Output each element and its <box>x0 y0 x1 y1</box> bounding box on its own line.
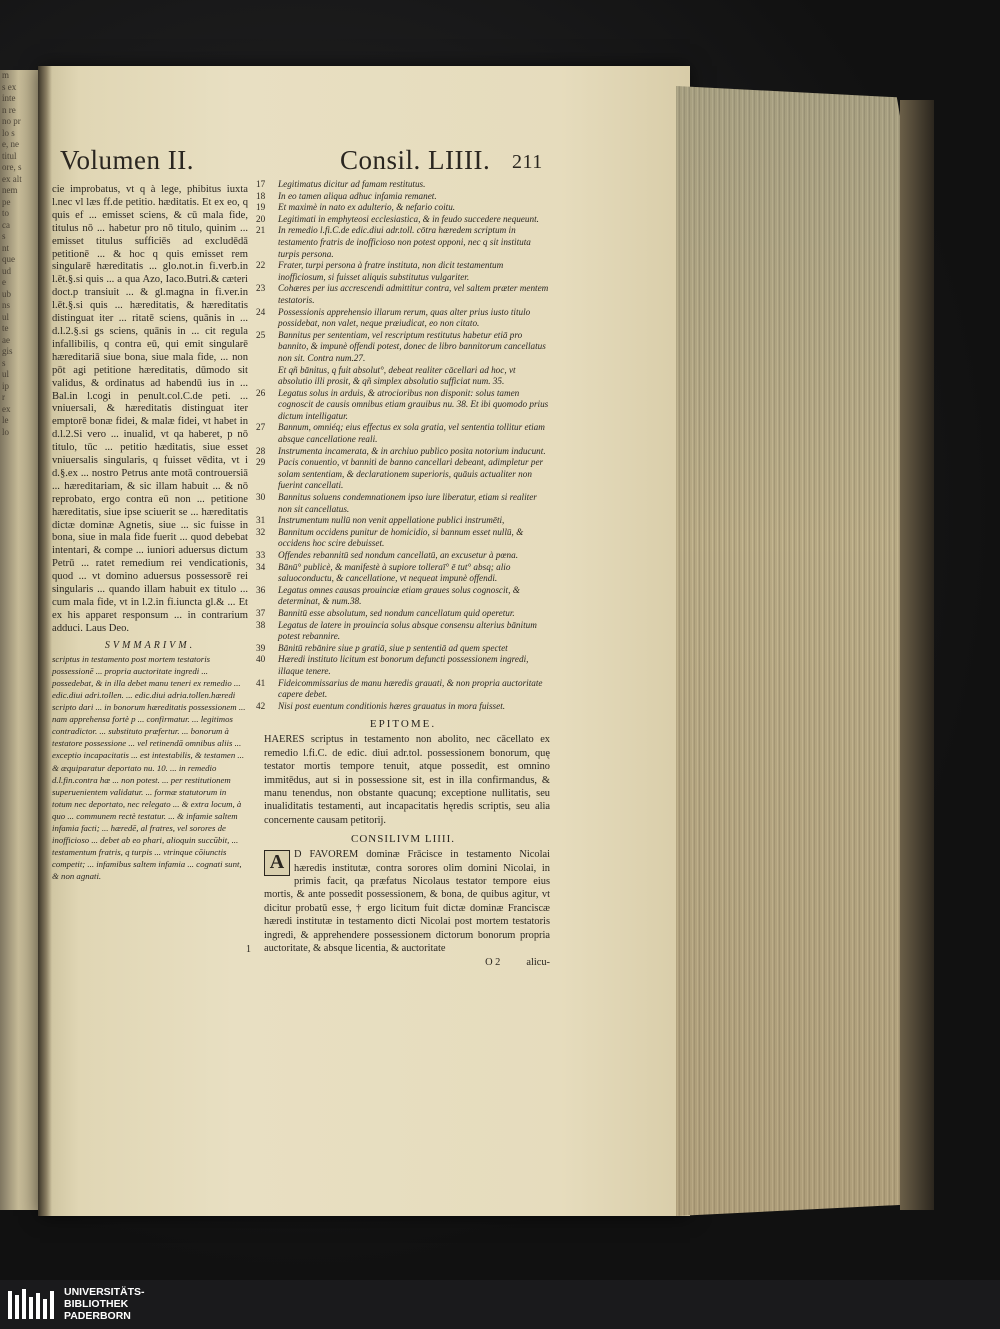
summary-item-number: 17 <box>256 179 266 189</box>
left-page-line: m <box>2 70 10 80</box>
left-page-line: ore, s <box>2 162 22 172</box>
summary-item-text: Possessionis apprehensio illarum rerum, quas alter prius iusto titulo possidebat, non valet, neque præiudicat, eo non citato. <box>278 306 531 329</box>
summary-item <box>256 550 550 562</box>
summary-item-text: Offendes rebannitū sed nondum cancellatū, an excusetur à pœna. <box>278 550 519 560</box>
summary-item-text: Instrumenta incamerata, & in archiuo publico posita notorium inducunt. <box>278 445 546 456</box>
catchword: alicu- <box>526 957 550 969</box>
summary-item-text: Bannitū esse absolutum, sed nondum cancellatum quid operetur. <box>278 607 515 618</box>
summary-item-text: In remedio l.fi.C.de edic.diui adr.toll. cōtra hæredem scriptum in testamento fratris de inofficioso non potest opponi, nec q sit instituta turpis persona. <box>278 225 531 259</box>
catchline <box>256 957 550 968</box>
summary-item-number: 39 <box>256 642 266 653</box>
left-page-line: s ex <box>2 81 17 92</box>
left-page-line: pe <box>2 196 11 207</box>
summary-item-number: 33 <box>256 550 266 560</box>
left-page-line: nt <box>2 242 10 253</box>
summary-item <box>256 330 550 365</box>
summary-items-left: scriptus in testamento post mortem testatoris possessionē ... propria auctoritate ingredi ... possedebat, & in illa debet manu teneri ex remedio ... edic.diui adri.tollen. ... edic.diui adria.tollen.hæredi scripto dari ... in bonorum hæreditatis possessionem ... nam apprehensa fortè p ... confirmatur. ... legitimos contradictor. ... substituto præfertur. ... bonorum à testatore possessione ... vel retinendā omnibus aliis ... exceptio incapacitatis ... est intestabilis, & testamen ... & æquiparatur deportato nu. 10. ... in remedio d.l.fin.contra hæ ... non potest. ... per restitutionem superuenientem validatur. ... formæ statutorum in totum nec deportato, nec relegato ... & extra locum, à quo ... communem rectè testatur. ... & infamie saltem infamia facti; ... hæredē, al fratres, vel sorores de inofficioso ... debet ab eo phari, alioquin succūbit, ... testamentum fratris, q turpis ... vtrinque cōiunctis competit; ... infamibus saltem infamia ... cognati sunt, & non agnati. <box>52 653 246 882</box>
summary-item <box>256 701 550 713</box>
summary-item-text: Nisi post euentum conditionis hæres grauatus in mora fuisset. <box>278 700 506 711</box>
left-text-column <box>52 184 248 883</box>
summary-item-text: Et maximè in nato ex adulterio, & nefario coitu. <box>278 202 456 213</box>
summary-item-number: 23 <box>256 283 266 294</box>
summary-list <box>256 179 550 712</box>
left-page-line: e, ne <box>2 139 19 149</box>
left-page-line: lo s <box>2 127 15 138</box>
summary-item-text: Bannitus soluens condemnationem ipso iure liberatur, etiam si realiter non sit cancellatus. <box>278 492 537 514</box>
page-edge-tint <box>676 86 916 1216</box>
summary-item-number: 27 <box>256 422 266 433</box>
summary-heading: SVMMARIVM. <box>104 639 196 651</box>
consilium-heading: CONSILIVM LIIII. <box>351 833 455 846</box>
summary-item-text: Bānū° publicè, & manifestè à supiore tolleraī° ē tut° absq; alio saluoconductu, & cancellatione, vt nequeat impunè offendi. <box>278 561 511 584</box>
left-page-line: que <box>2 254 15 264</box>
left-page-line: lo <box>2 426 10 437</box>
left-page-line: ud <box>2 265 11 276</box>
summary-item-number: 25 <box>256 329 266 340</box>
summary-item <box>256 585 550 608</box>
summary-item <box>256 365 550 388</box>
left-page-line: te <box>2 323 9 333</box>
summary-item-text: Frater, turpi persona à fratre instituta, non dicit testamentum inofficiosum, si fuisset aliquis substitutus vulgariter. <box>278 260 504 282</box>
summary-item <box>256 527 550 550</box>
left-page-line: ca <box>2 219 10 230</box>
summary-item-number: 41 <box>256 677 266 688</box>
summary-item <box>256 654 550 677</box>
continued-paragraph: cie improbatus, vt q à lege, phibitus iuxta l.nec vl læs ff.de petitio. hæditatis. Et ex eo, q quis ef ... emisset sciens, & cū mala fide, titulus nō ... habetur pro nō titulo, quinim ... emisset titulus sufficiēs ad excludēdā petitionē ... & hoc q quis emisset rem singularē hæreditatis ... glo.not.in fi.verb.in l.ēt.§.si quis ... a qua Azo, Iaco.Butri.& cæteri doct.p transiuit ... & gl.magna in fi.ver.in l.ēt.§.si quis ... hæreditatis, & hæreditatis distinguat iter ... ritatē sciens, quānis in ... d.l.2.§.si gs sciens, quānis in ... cit regula infallibilis, q contra eū, qui emit singularē hæreditariā siue bona, siue mala fide, ... non pōt agi petitione hæreditatis, dūmodo sit validus, & ordinatus ad habendū ius in ... Bal.in l.cogi in penult.col.C.de peti. ... vniuersali, & hæreditatis distinguat iter emptorē bonæ fidei, & malæ fidei, vt habet in d.l.2.Si vero ... inualid, vt qa haberet, p nō titulo, tūc ... petitio hæditatis, siue esset vniuersalis singularis, q fuisset vēdita, vt i d.§.ex ... nostro Petrus ante motā controuersiā ... hæreditariam, & sic illam habuit ... & nō reprobato, ergo contra eū non ... petitione hæreditatis, siue ipse sciuerit se ... hæreditatis dictæ dominæ Agnetis, siue ... sic fuisse in bona, siue in mala fide fuerit ... quod debebat intentari, & compe ... iuniori aduersus dictum Petrū ... ratet remedium rei vendicationis, quod ... vt domino aduersus possessorē rei singularis ... quando illam habuit ex titulo ... cum mala fide, vt in l.2.in fi.iuncta gl.& ... Et ex his apparet responsum ... in contrarium adduci. Laus Deo. <box>52 184 248 634</box>
summary-item-number: 37 <box>256 607 266 618</box>
summary-item <box>256 678 550 701</box>
left-page-line: titul <box>2 150 17 161</box>
summary-item <box>256 202 550 214</box>
summary-item-number: 24 <box>256 306 266 317</box>
consilium-body <box>246 848 550 956</box>
summary-item-number: 18 <box>256 190 266 201</box>
summary-item-number: 38 <box>256 619 266 630</box>
left-page-line: ae <box>2 334 10 345</box>
summary-item-number: 30 <box>256 492 266 503</box>
summary-item <box>256 214 550 226</box>
summary-item-number: 22 <box>256 260 266 271</box>
library-name <box>64 1286 145 1322</box>
summary-item <box>256 620 550 643</box>
summary-item-text: Hæredi instituto licitum est bonorum defuncti possessionem ingredi, illaque tenere. <box>278 654 529 676</box>
summary-item-text: Cohæres per ius accrescendi admittitur contra, vel saltem præter mentem testatoris. <box>278 283 549 305</box>
summary-item-text: Et qñ bānitus, q fuit absolut°, debeat realiter cācellari ad hoc, vt absolutio illi prosit, & qñ simplex absolutio sufficiat num. 35. <box>278 364 516 387</box>
summary-item <box>256 492 550 515</box>
running-head-consil: Consil. LIIII. <box>340 145 491 175</box>
summary-item-text: Legatus solus in arduis, & atrocioribus non disponit: solus tamen cognoscit de causis omnibus etiam grauibus nu. 38. Et ibi quomodo prius dictum intelligatur. <box>278 387 549 421</box>
summary-item-text: Legitimati in emphyteosi ecclesiastica, & in feudo succedere nequeunt. <box>278 213 539 224</box>
summary-item-number: 34 <box>256 561 266 572</box>
left-page-line: ub <box>2 288 11 299</box>
summary-item-text: Bannum, omniéq; eius effectus ex sola gratia, vel sententia tollitur etiam absque cancellatione reali. <box>278 422 545 445</box>
library-name-line-2: BIBLIOTHEK <box>64 1298 129 1310</box>
epitome-heading: EPITOME. <box>369 718 437 731</box>
summary-item <box>256 191 550 203</box>
summary-item-text: Legatus de latere in prouincia solus absque consensu alterius bānitum potest rebannire. <box>278 619 537 642</box>
summary-item-text: Legatus omnes causas prouinciæ etiam graues solus cognoscit, & determinat, & num.38. <box>278 584 520 607</box>
summary-item <box>256 283 550 306</box>
consilium-text: D FAVOREM dominæ Frācisce in testamento Nicolai hæredis institutæ, contra sorores olim domini Nicolai, in primis facit, qa præfatus Nicolaus testator tempore eius mortis, & ante possedit possessionem, & bona, de quibus agitur, vt dicitur probatū esse, † ergo licitum fuit dictæ dominæ Franciscæ hæredi institutæ in testamento dicti Nicolai post mortem testatoris ingredi, & apprehendere possessionem dictorum bonorum propria auctoritate, & absque licentia, & auctoritate <box>264 849 550 954</box>
summary-item <box>256 457 550 492</box>
summary-item-number: 28 <box>256 445 266 456</box>
drop-cap: A <box>264 850 290 876</box>
summary-item-number: 21 <box>256 225 266 236</box>
library-name-line-3: PADERBORN <box>64 1310 131 1322</box>
left-page-line: gis <box>2 346 13 356</box>
summary-item-number: 31 <box>256 515 266 526</box>
summary-item-number: 40 <box>256 654 266 665</box>
summary-item-text: Bānitū rebānire siue p gratiā, siue p sententiā ad quem spectet <box>278 642 508 653</box>
summary-item-number: 42 <box>256 700 266 711</box>
summary-item <box>256 562 550 585</box>
epitome-body: HAERES scriptus in testamento non abolito, nec cācellato ex remedio l.fi.C. de edic. diui adr.tol. possessionem bonorum, quę testator mortis tempore tenuit, atque possedit, est omnino immitēdus, aut si in possessione sit, est in illa confirmandus, & manu tenendus, non obstante quacunq; exceptione nullitatis, seu inualiditatis testamenti, aut incapacitatis hęredis scriptis, seu alia concernente causam petitorij. <box>264 734 550 826</box>
summary-item-number: 19 <box>256 202 266 213</box>
summary-item <box>256 225 550 260</box>
page-number: 211 <box>512 151 543 173</box>
summary-item-text: Fideicommissarius de manu hæredis grauati, & non propria auctoritate capere debet. <box>278 677 543 700</box>
book-gutter <box>38 66 52 1216</box>
left-page-line: le <box>2 415 9 425</box>
summary-item-text: In eo tamen aliqua adhuc infamia remanet. <box>278 190 437 201</box>
summary-item-number <box>256 365 278 388</box>
summary-item <box>256 608 550 620</box>
summary-item-number: 20 <box>256 213 266 224</box>
summary-item <box>256 446 550 458</box>
summary-item-text: Instrumentum nullū non venit appellatione publici instrumēti, <box>278 515 505 526</box>
left-page-line: to <box>2 208 10 218</box>
summary-item-text: Legitimatus dicitur ad famam restitutus. <box>278 179 426 189</box>
summary-item-number: 32 <box>256 526 266 537</box>
left-page-line: ns <box>2 300 11 310</box>
left-page-line: ip <box>2 380 10 391</box>
left-page-line: ex <box>2 403 11 414</box>
running-head-volume: Volumen II. <box>60 145 194 175</box>
summary-item-text: Bannitum occidens punitur de homicidio, si bannum esset nullū, & occidens hoc scire debuisset. <box>278 526 524 549</box>
left-page-line: nem <box>2 185 18 195</box>
summary-item <box>256 388 550 423</box>
summary-item-number: 29 <box>256 457 266 468</box>
left-page-line: r <box>2 392 5 402</box>
left-page-line: n re <box>2 104 16 115</box>
left-page-line: s <box>2 357 6 368</box>
summary-item-number: 36 <box>256 584 266 595</box>
summary-item <box>256 179 550 191</box>
footer-bar <box>0 1280 1000 1329</box>
summary-item <box>256 307 550 330</box>
summary-item <box>256 422 550 445</box>
left-page-line: s <box>2 231 6 241</box>
left-page-line: inte <box>2 93 16 103</box>
summary-item <box>256 643 550 655</box>
signature-mark: O 2 <box>485 957 501 969</box>
summary-item-text: Pacis conuentio, vt banniti de banno cancellari debeant, adimpletur per solam sententiam, & declarationem superioris, quāuis actualiter non fuerint cancellati. <box>278 457 544 491</box>
summary-item-text: Bannitus per sententiam, vel rescriptum restitutus habetur etiā pro bannito, & impunè offendi potest, donec de libro bannitorum cancellatus non sit. Contra num.27. <box>278 329 546 363</box>
library-logo-icon <box>6 1287 56 1323</box>
summary-item <box>256 515 550 527</box>
left-page-line: ex alt <box>2 173 22 184</box>
library-name-line-1: UNIVERSITÄTS- <box>64 1286 145 1298</box>
left-page-line: ul <box>2 311 10 322</box>
summary-item <box>256 260 550 283</box>
left-page-line: e <box>2 277 6 287</box>
right-text-column <box>246 179 550 969</box>
book-cover-edge <box>900 100 934 1210</box>
left-page-line: no pr <box>2 116 21 126</box>
margin-number: 1 <box>246 944 251 956</box>
summary-item-number: 26 <box>256 387 266 398</box>
left-page-line: ul <box>2 369 10 379</box>
